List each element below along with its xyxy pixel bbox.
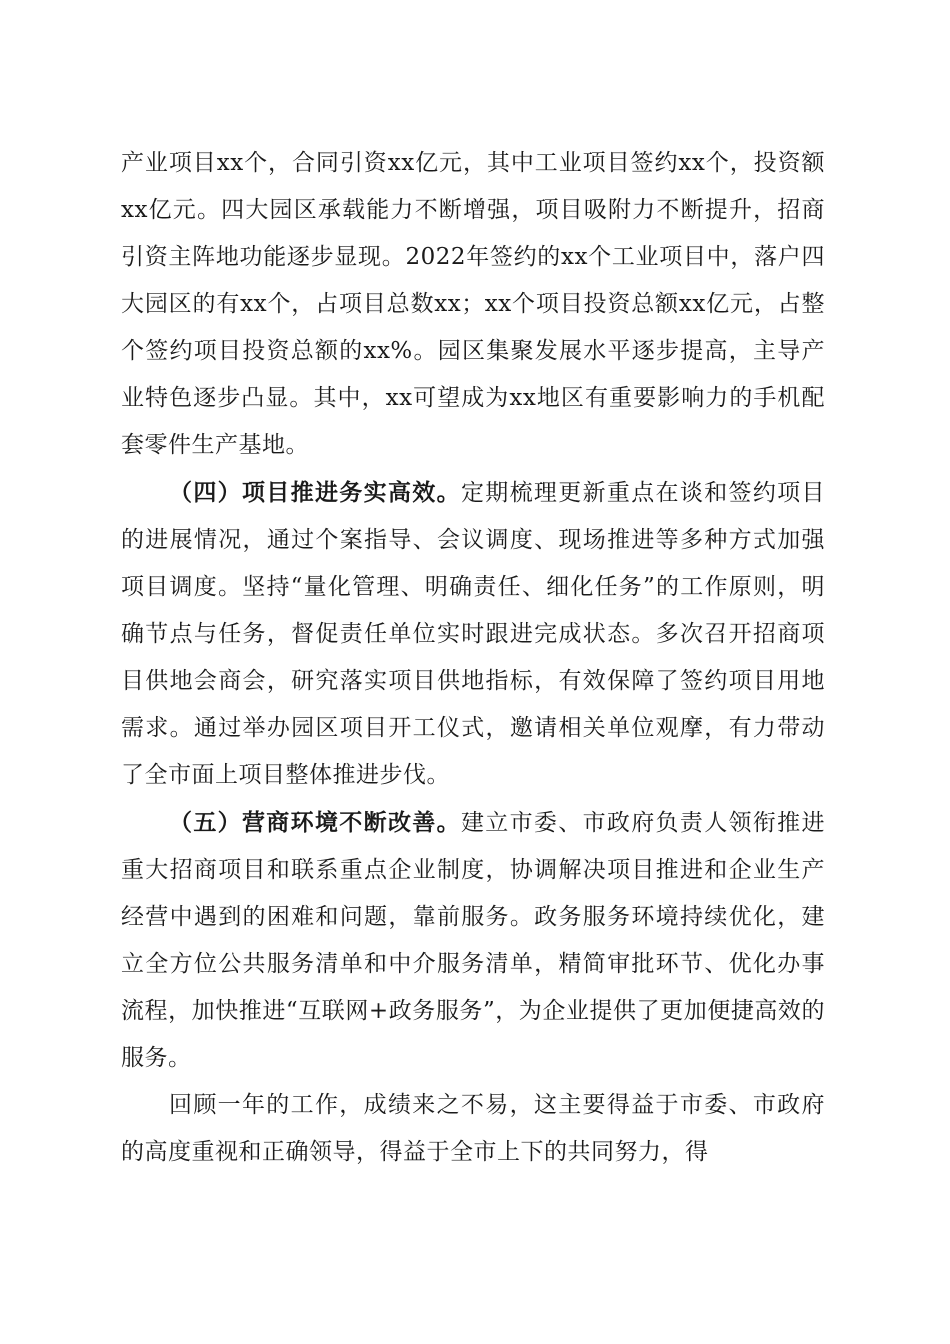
section-heading-four: （四）项目推进务实高效。 bbox=[169, 479, 461, 506]
paragraph-section-four bbox=[121, 469, 825, 799]
section-heading-five: （五）营商环境不断改善。 bbox=[169, 809, 461, 836]
paragraph-projects-summary bbox=[121, 140, 825, 469]
paragraph-section-five bbox=[121, 799, 825, 1082]
paragraph-text: 产业项目xx个，合同引资xx亿元，其中工业项目签约xx个，投资额xx亿元。四大园区承载能力不断增强，项目吸附力不断提升，招商引资主阵地功能逐步显现。2022年签约的xx个工业项目中，落户四大园区的有xx个，占项目总数xx；xx个项目投资总额xx亿元，占整个签约项目投资总额的xx%。园区集聚发展水平逐步提高，主导产业特色逐步凸显。其中，xx可望成为xx地区有重要影响力的手机配套零件生产基地。 bbox=[121, 150, 825, 458]
paragraph-text: 回顾一年的工作，成绩来之不易，这主要得益于市委、市政府的高度重视和正确领导，得益于全市上下的共同努力，得 bbox=[121, 1092, 825, 1165]
paragraph-review bbox=[121, 1082, 825, 1176]
document-page bbox=[121, 140, 825, 1176]
paragraph-text: 定期梳理更新重点在谈和签约项目的进展情况，通过个案指导、会议调度、现场推进等多种方式加强项目调度。坚持“量化管理、明确责任、细化任务”的工作原则，明确节点与任务，督促责任单位实时跟进完成状态。多次召开招商项目供地会商会，研究落实项目供地指标，有效保障了签约项目用地需求。通过举办园区项目开工仪式，邀请相关单位观摩，有力带动了全市面上项目整体推进步伐。 bbox=[121, 480, 826, 788]
paragraph-text: 建立市委、市政府负责人领衔推进重大招商项目和联系重点企业制度，协调解决项目推进和企业生产经营中遇到的困难和问题，靠前服务。政务服务环境持续优化，建立全方位公共服务清单和中介服务清单，精简审批环节、优化办事流程，加快推进“互联网+政务服务”，为企业提供了更加便捷高效的服务。 bbox=[121, 810, 826, 1071]
